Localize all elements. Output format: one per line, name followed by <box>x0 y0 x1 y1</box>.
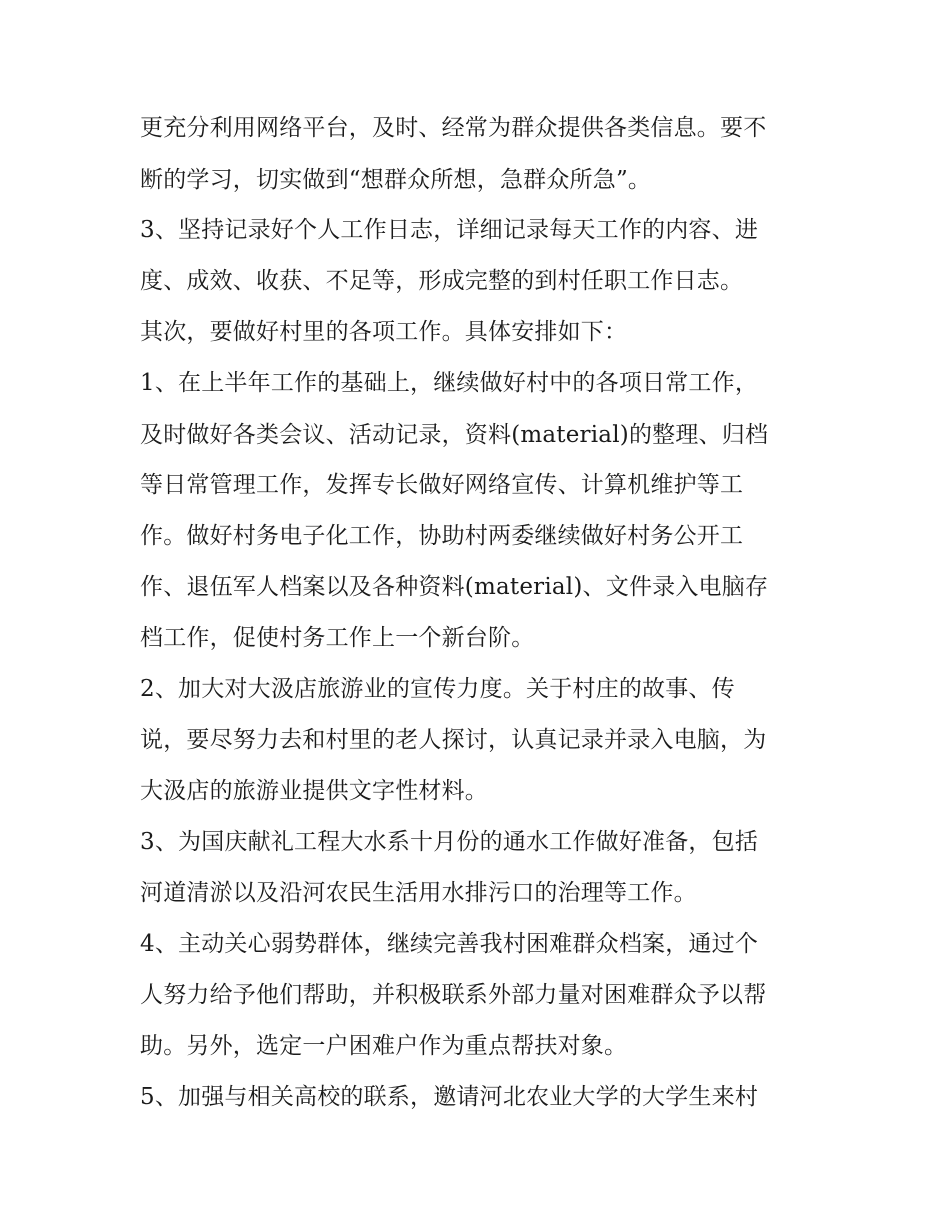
text-line: 作。做好村务电子化工作，协助村两委继续做好村务公开工 <box>140 523 744 549</box>
text-line: 说，要尽努力去和村里的老人探讨，认真记录并录入电脑，为 <box>140 727 767 753</box>
text-line: 1、在上半年工作的基础上，继续做好村中的各项日常工作， <box>140 370 759 396</box>
text-line: 3、坚持记录好个人工作日志，详细记录每天工作的内容、进 <box>140 217 759 243</box>
text-line: 助。另外，选定一户困难户作为重点帮扶对象。 <box>140 1033 628 1059</box>
text-line: 度、成效、收获、不足等，形成完整的到村任职工作日志。 <box>140 268 744 294</box>
text-line: 3、为国庆献礼工程大水系十月份的通水工作做好准备，包括 <box>140 829 759 855</box>
text-line: 河道清淤以及沿河农民生活用水排污口的治理等工作。 <box>140 880 697 906</box>
text-line: 断的学习，切实做到“想群众所想，急群众所急”。 <box>140 167 652 193</box>
text-line: 2、加大对大汲店旅游业的宣传力度。关于村庄的故事、传 <box>140 676 735 702</box>
text-line: 档工作，促使村务工作上一个新台阶。 <box>140 625 535 651</box>
text-line: 等日常管理工作，发挥专长做好网络宣传、计算机维护等工 <box>140 472 744 498</box>
text-line: 4、主动关心弱势群体，继续完善我村困难群众档案，通过个 <box>140 931 759 957</box>
text-line: 及时做好各类会议、活动记录，资料(material)的整理、归档 <box>140 422 769 448</box>
text-line: 更充分利用网络平台，及时、经常为群众提供各类信息。要不 <box>140 115 767 141</box>
text-line: 人努力给予他们帮助，并积极联系外部力量对困难群众予以帮 <box>140 982 767 1008</box>
text-line: 5、加强与相关高校的联系，邀请河北农业大学的大学生来村 <box>140 1084 759 1110</box>
text-line: 作、退伍军人档案以及各种资料(material)、文件录入电脑存 <box>140 574 769 600</box>
text-line: 大汲店的旅游业提供文字性材料。 <box>140 778 488 804</box>
text-line: 其次，要做好村里的各项工作。具体安排如下： <box>140 319 628 345</box>
